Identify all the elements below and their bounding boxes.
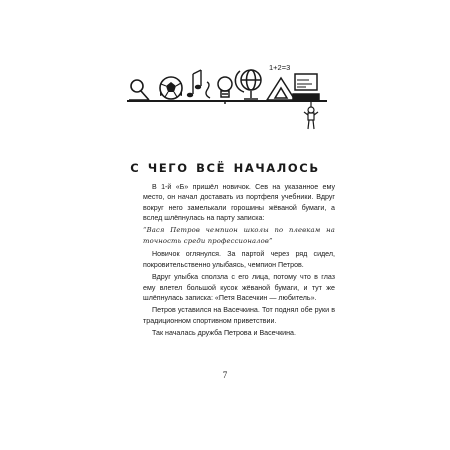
light-bulb-icon (218, 77, 232, 104)
paragraph-1: В 1-й «Б» пришёл новичок. Сев на указанное ему место, он начал доставать из портфеля учебники. Вдруг вокруг него замелькали горошины жёваной бумаги, а вслед шлёпнулась на парту записка: (143, 183, 335, 222)
ruler-triangle-icon (267, 78, 295, 100)
handwritten-note: “Вася Петров чемпион школы по плевкам на точность среди профессионалов” (143, 226, 335, 246)
paragraph-3: Вдруг улыбка сползла с его лица, потому что в глаз ему влетел большой кусок жёваной бумаги, и тут же шлёпнулась записка: «Петя Васечкин — любитель». (143, 273, 335, 302)
doodle-formula-label: 1+2=3 (269, 63, 291, 72)
chapter-body (143, 182, 335, 341)
soccer-ball-icon (160, 77, 182, 99)
paragraph-2: Новичок оглянулся. За партой через ряд сидел, покровительственно улыбаясь, чемпион Петров. (143, 250, 335, 269)
music-notes-icon (187, 70, 210, 98)
doodle-header (127, 60, 327, 132)
magnifier-icon (129, 80, 149, 100)
chapter-title: С ЧЕГО ВСЁ НАЧАЛОСЬ (130, 161, 320, 175)
stick-figure-icon (304, 101, 318, 129)
paragraph-4: Петров уставился на Васечкина. Тот поднял обе руки в традиционном спортивном приветствии. (143, 306, 335, 325)
chalkboard-icon (293, 74, 319, 100)
globe-icon (235, 70, 261, 99)
paragraph-5: Так началась дружба Петрова и Васечкина. (152, 329, 296, 338)
page-number: 7 (222, 370, 228, 380)
